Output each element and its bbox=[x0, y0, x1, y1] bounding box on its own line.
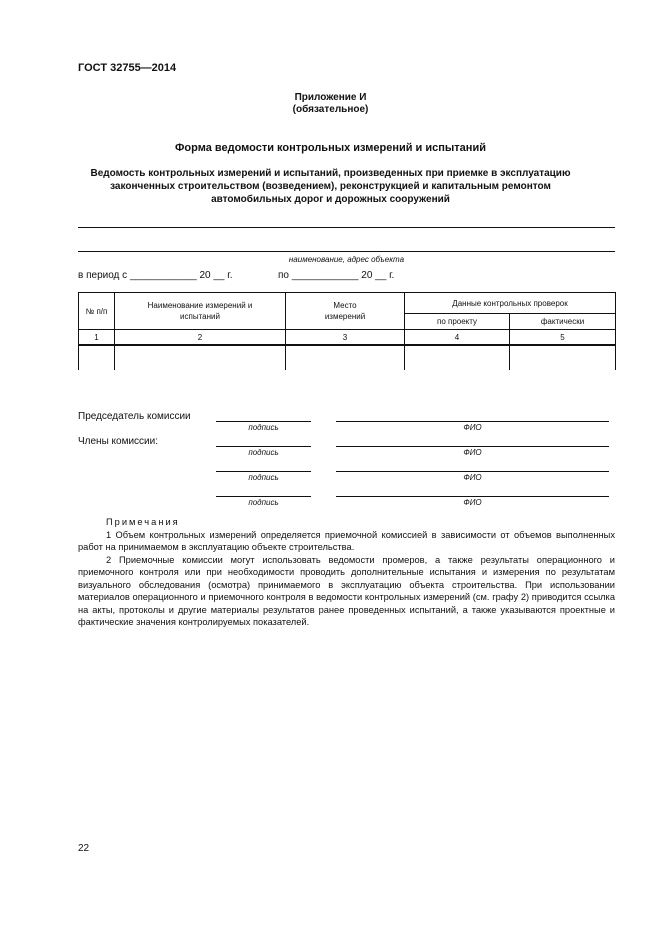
column-number: 5 bbox=[510, 330, 616, 346]
chairman-label: Председатель комиссии bbox=[78, 411, 191, 422]
name-caption: ФИО bbox=[463, 423, 482, 432]
note-item: 1 Объем контрольных измерений определяется приемочной комиссией в зависимости от объемов выполненных работ на принимаемом в эксплуатацию объекте строительства. bbox=[78, 529, 615, 552]
column-number: 1 bbox=[79, 330, 115, 346]
column-number: 3 bbox=[286, 330, 405, 346]
chairman-name-line[interactable] bbox=[336, 421, 609, 422]
table-cell[interactable] bbox=[115, 345, 286, 370]
signature-caption: подпись bbox=[248, 448, 279, 457]
table-cell[interactable] bbox=[79, 345, 115, 370]
header-location: Место измерений bbox=[286, 293, 405, 330]
subtitle-line: автомобильных дорог и дорожных сооружений bbox=[211, 194, 450, 205]
header-by-project: по проекту bbox=[405, 314, 510, 330]
appendix-title: Приложение И bbox=[294, 92, 367, 103]
page-number: 22 bbox=[78, 843, 90, 854]
signature-caption: подпись bbox=[248, 498, 279, 507]
form-title: Форма ведомости контрольных измерений и испытаний bbox=[175, 142, 486, 154]
member-signature-line[interactable] bbox=[216, 471, 311, 472]
member-name-line[interactable] bbox=[336, 471, 609, 472]
form-subtitle bbox=[0, 167, 661, 206]
name-caption: ФИО bbox=[463, 498, 482, 507]
table-row bbox=[79, 345, 616, 370]
table-cell[interactable] bbox=[510, 345, 616, 370]
header-actual: фактически bbox=[510, 314, 616, 330]
member-name-line[interactable] bbox=[336, 446, 609, 447]
note-item: 2 Приемочные комиссии могут использовать ведомости промеров, а также результаты операционного и приемочного контроля или при необходимости проводить дополнительные испытания и измерения по результатам визуального обследования (осмотра) принимаемого в эксплуатацию объекта строительства. При использовании материалов операционного и приемочного контроля в ведомости контрольных измерений (см. графу 2) приводится ссылка на акты, протоколы и другие материалы результатов ранее проведенных испытаний, а также указываются проектные и фактические значения контролируемых показателей. bbox=[78, 554, 615, 627]
column-number: 2 bbox=[115, 330, 286, 346]
name-caption: ФИО bbox=[463, 448, 482, 457]
period-from: в период с ____________ 20 __ г. bbox=[78, 270, 233, 281]
subtitle-line: Ведомость контрольных измерений и испытаний, произведенных при приемке в эксплуатацию bbox=[90, 168, 571, 179]
signature-caption: подпись bbox=[248, 473, 279, 482]
header-control-data: Данные контрольных проверок bbox=[405, 293, 616, 314]
table-cell[interactable] bbox=[405, 345, 510, 370]
notes-title: Примечания bbox=[106, 517, 180, 527]
measurements-table bbox=[78, 292, 616, 370]
object-line-2 bbox=[78, 251, 615, 252]
chairman-signature-line[interactable] bbox=[216, 421, 311, 422]
appendix-status: (обязательное) bbox=[292, 104, 369, 115]
header-number: № п/п bbox=[79, 293, 115, 330]
members-label: Члены комиссии: bbox=[78, 436, 159, 447]
column-number: 4 bbox=[405, 330, 510, 346]
member-signature-line[interactable] bbox=[216, 446, 311, 447]
name-caption: ФИО bbox=[463, 473, 482, 482]
member-name-line[interactable] bbox=[336, 496, 609, 497]
member-signature-line[interactable] bbox=[216, 496, 311, 497]
object-caption: наименование, адрес объекта bbox=[288, 255, 405, 264]
period-to: по ____________ 20 __ г. bbox=[278, 270, 395, 281]
signature-caption: подпись bbox=[248, 423, 279, 432]
notes-section bbox=[78, 516, 615, 629]
table-cell[interactable] bbox=[286, 345, 405, 370]
object-line-1 bbox=[78, 227, 615, 228]
header-measurement-name: Наименование измерений и испытаний bbox=[115, 293, 286, 330]
subtitle-line: законченных строительством (возведением), реконструкцией и капитальным ремонтом bbox=[110, 181, 551, 192]
standard-number: ГОСТ 32755—2014 bbox=[78, 62, 177, 74]
